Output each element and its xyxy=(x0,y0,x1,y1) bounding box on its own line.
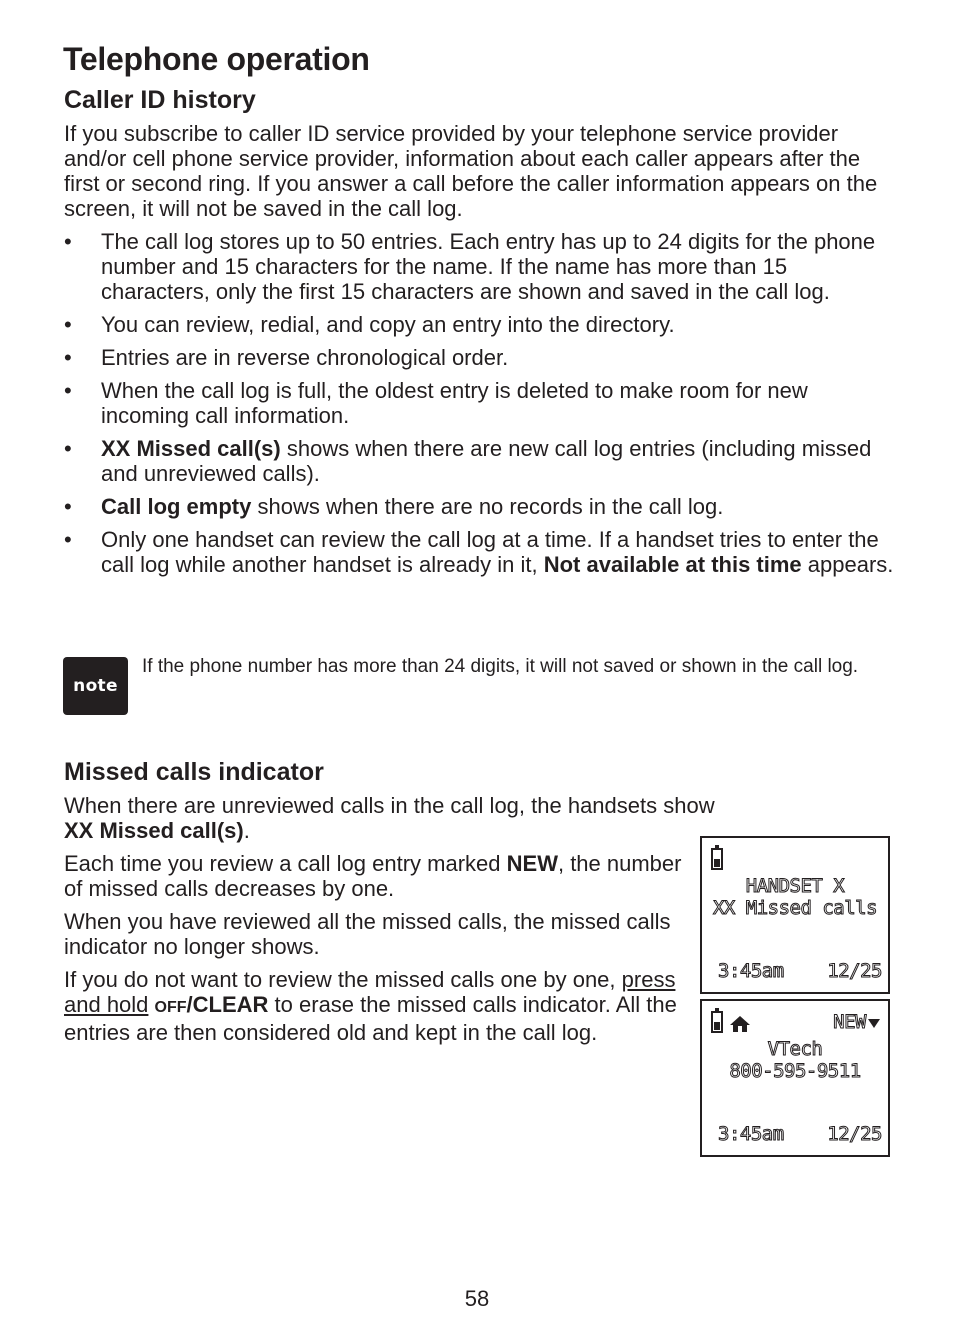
bullet-dot: • xyxy=(64,436,72,461)
bullet-text: shows when there are new call log entries (including missed and unreviewed calls). xyxy=(101,436,872,486)
new-label: NEW xyxy=(833,1011,866,1033)
bullet-text: Only one handset can review the call log at a time. If a handset tries to enter the call log while another handset is already in it, xyxy=(101,527,879,577)
bullet-text: When the call log is full, the oldest entry is deleted to make room for new incoming call information. xyxy=(101,378,808,428)
caller-id-history-heading: Caller ID history xyxy=(64,86,256,114)
screen-date-block xyxy=(827,960,882,982)
handset-screen-call-entry xyxy=(700,999,890,1157)
bullet-item xyxy=(64,312,894,337)
missed-calls-heading: Missed calls indicator xyxy=(64,758,324,786)
bullet-dot: • xyxy=(64,378,72,403)
page-number: 58 xyxy=(464,1286,490,1311)
key-name-prefix: OFF xyxy=(154,999,187,1016)
bullet-text: The call log stores up to 50 entries. Each entry has up to 24 digits for the phone number and 15 characters for the name. If the name has more than 15 characters, only the first 15 characters are shown and saved in the call log. xyxy=(101,229,876,304)
screen-caller-name: VTech xyxy=(767,1038,823,1060)
bullet-text: You can review, redial, and copy an entry into the directory. xyxy=(101,312,675,337)
battery-icon xyxy=(711,848,723,870)
bullet-text-suffix: appears. xyxy=(801,552,894,577)
missed-calls-paragraph: When you have reviewed all the missed calls, the missed calls indicator no longer shows. xyxy=(64,909,671,959)
screen-time-block xyxy=(718,1123,784,1145)
key-name: /CLEAR xyxy=(186,992,269,1017)
bullet-text: Entries are in reverse chronological order. xyxy=(101,345,509,370)
bullet-dot: • xyxy=(64,229,72,254)
bullet-item xyxy=(64,494,894,519)
screen-date-block xyxy=(827,1123,882,1145)
bold-term: NEW xyxy=(506,851,558,876)
bullet-bold-term: XX Missed call(s) xyxy=(101,436,281,461)
handset-screen-missed-calls xyxy=(700,836,890,994)
note-text: If the phone number has more than 24 digits, it will not saved or shown in the call log. xyxy=(142,656,859,677)
screen-date: 12/25 xyxy=(827,960,882,982)
bullet-dot: • xyxy=(64,345,72,370)
screen-line-1: HANDSET X xyxy=(745,875,845,897)
underlined-term: press and hold xyxy=(64,967,676,1017)
screen-time: 3:45am xyxy=(718,960,784,982)
screen-date: 12/25 xyxy=(827,1123,882,1145)
bullet-item xyxy=(64,229,894,304)
bullet-item xyxy=(64,345,894,370)
screen-time: 3:45am xyxy=(718,1123,784,1145)
home-icon xyxy=(729,1015,751,1033)
bullet-item xyxy=(64,436,894,486)
bullet-dot: • xyxy=(64,494,72,519)
missed-calls-paragraph xyxy=(64,851,684,901)
bullet-dot: • xyxy=(64,527,72,552)
note-icon: note xyxy=(63,657,128,715)
screen-line-2: XX Missed calls xyxy=(712,897,878,919)
missed-calls-paragraph xyxy=(64,967,684,1045)
bold-term: XX Missed call(s) xyxy=(64,818,244,843)
screen-caller-number: 800-595-9511 xyxy=(729,1060,861,1082)
caller-id-intro: If you subscribe to caller ID service provided by your telephone service provider and/or cell phone service provider, information about each caller appears after the first or second ring. If you answer a call before the caller information appears on the screen, it will not be saved in the call log. xyxy=(64,121,878,221)
paragraph-text: When there are unreviewed calls in the call log, the handsets show xyxy=(64,793,715,818)
bullet-text: shows when there are no records in the call log. xyxy=(251,494,724,519)
page-title: Telephone operation xyxy=(63,41,370,77)
bullet-dot: • xyxy=(64,312,72,337)
bullet-bold-term: Call log empty xyxy=(101,494,252,519)
screen-time-block xyxy=(718,960,784,982)
battery-icon xyxy=(711,1011,723,1033)
paragraph-text: Each time you review a call log entry marked xyxy=(64,851,507,876)
bullet-bold-term: Not available at this time xyxy=(543,552,802,577)
paragraph-end: . xyxy=(243,818,250,843)
paragraph-text: , the number of missed calls decreases by one. xyxy=(64,851,682,901)
bullet-item xyxy=(64,378,894,428)
new-indicator xyxy=(833,1011,880,1033)
paragraph-text: to erase the missed calls indicator. All the entries are then considered old and kept in the call log. xyxy=(64,992,677,1045)
bullet-item xyxy=(64,527,894,577)
paragraph-text: If you do not want to review the missed calls one by one, xyxy=(64,967,622,992)
down-arrow-icon xyxy=(868,1019,880,1028)
caller-id-bullet-list xyxy=(64,229,894,585)
